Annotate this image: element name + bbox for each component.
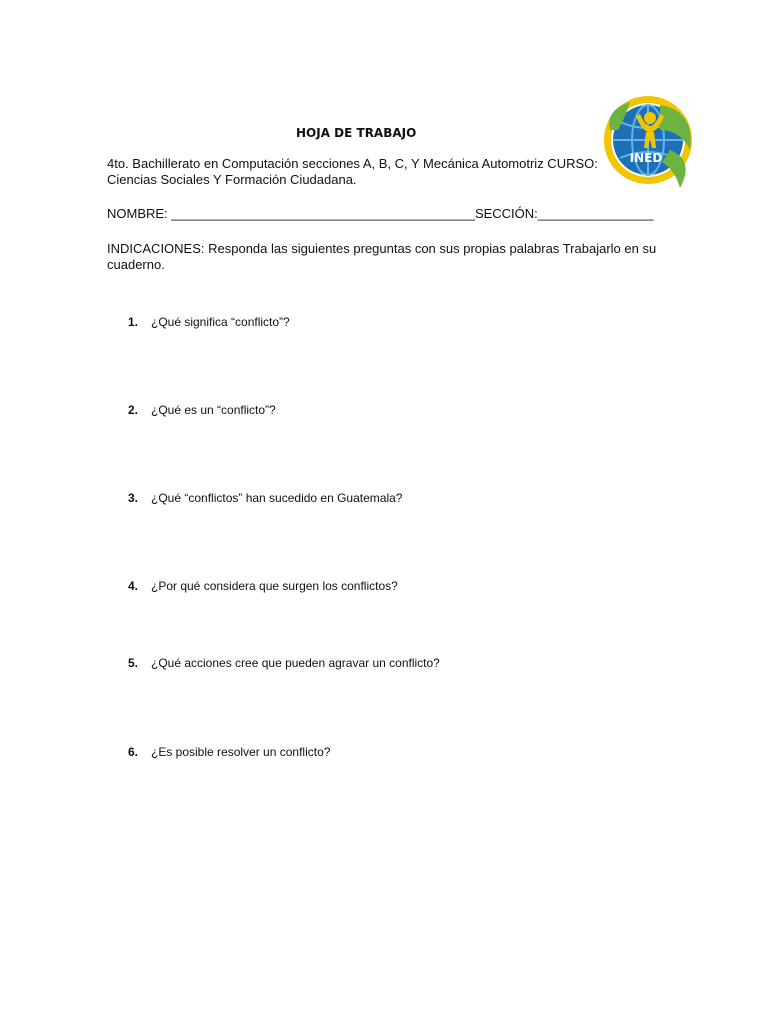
question-text: ¿Qué “conflictos” han sucedido en Guatemala? — [151, 491, 403, 505]
question-text: ¿Qué acciones cree que pueden agravar un conflicto? — [151, 656, 440, 670]
question-text: ¿Qué es un “conflicto”? — [151, 403, 276, 417]
indications-line-2: cuaderno. — [107, 257, 165, 272]
question-2 — [128, 402, 276, 418]
document-title: HOJA DE TRABAJO — [296, 126, 417, 140]
intro-text — [107, 156, 598, 188]
question-4 — [128, 578, 398, 594]
indications-text — [107, 241, 656, 273]
question-number: 3. — [128, 491, 139, 505]
question-number: 6. — [128, 745, 139, 759]
intro-line-1: 4to. Bachillerato en Computación secciones A, B, C, Y Mecánica Automotriz CURSO: — [107, 156, 598, 171]
question-text: ¿Qué significa “conflicto”? — [151, 315, 290, 329]
name-section-line: NOMBRE: __________________________________________SECCIÓN:________________ — [107, 206, 654, 221]
question-number: 4. — [128, 579, 139, 593]
question-text: ¿Por qué considera que surgen los conflictos? — [151, 579, 398, 593]
question-3 — [128, 490, 402, 506]
question-text: ¿Es posible resolver un conflicto? — [151, 745, 331, 759]
question-number: 2. — [128, 403, 139, 417]
logo-text: INED — [629, 151, 663, 165]
question-number: 1. — [128, 315, 139, 329]
indications-line-1: INDICACIONES: Responda las siguientes preguntas con sus propias palabras Trabajarlo en su — [107, 241, 657, 256]
intro-line-2: Ciencias Sociales Y Formación Ciudadana. — [107, 172, 357, 187]
question-6 — [128, 744, 330, 760]
question-5 — [128, 655, 440, 671]
question-number: 5. — [128, 656, 139, 670]
question-1 — [128, 314, 290, 330]
ined-logo-icon — [600, 90, 700, 190]
